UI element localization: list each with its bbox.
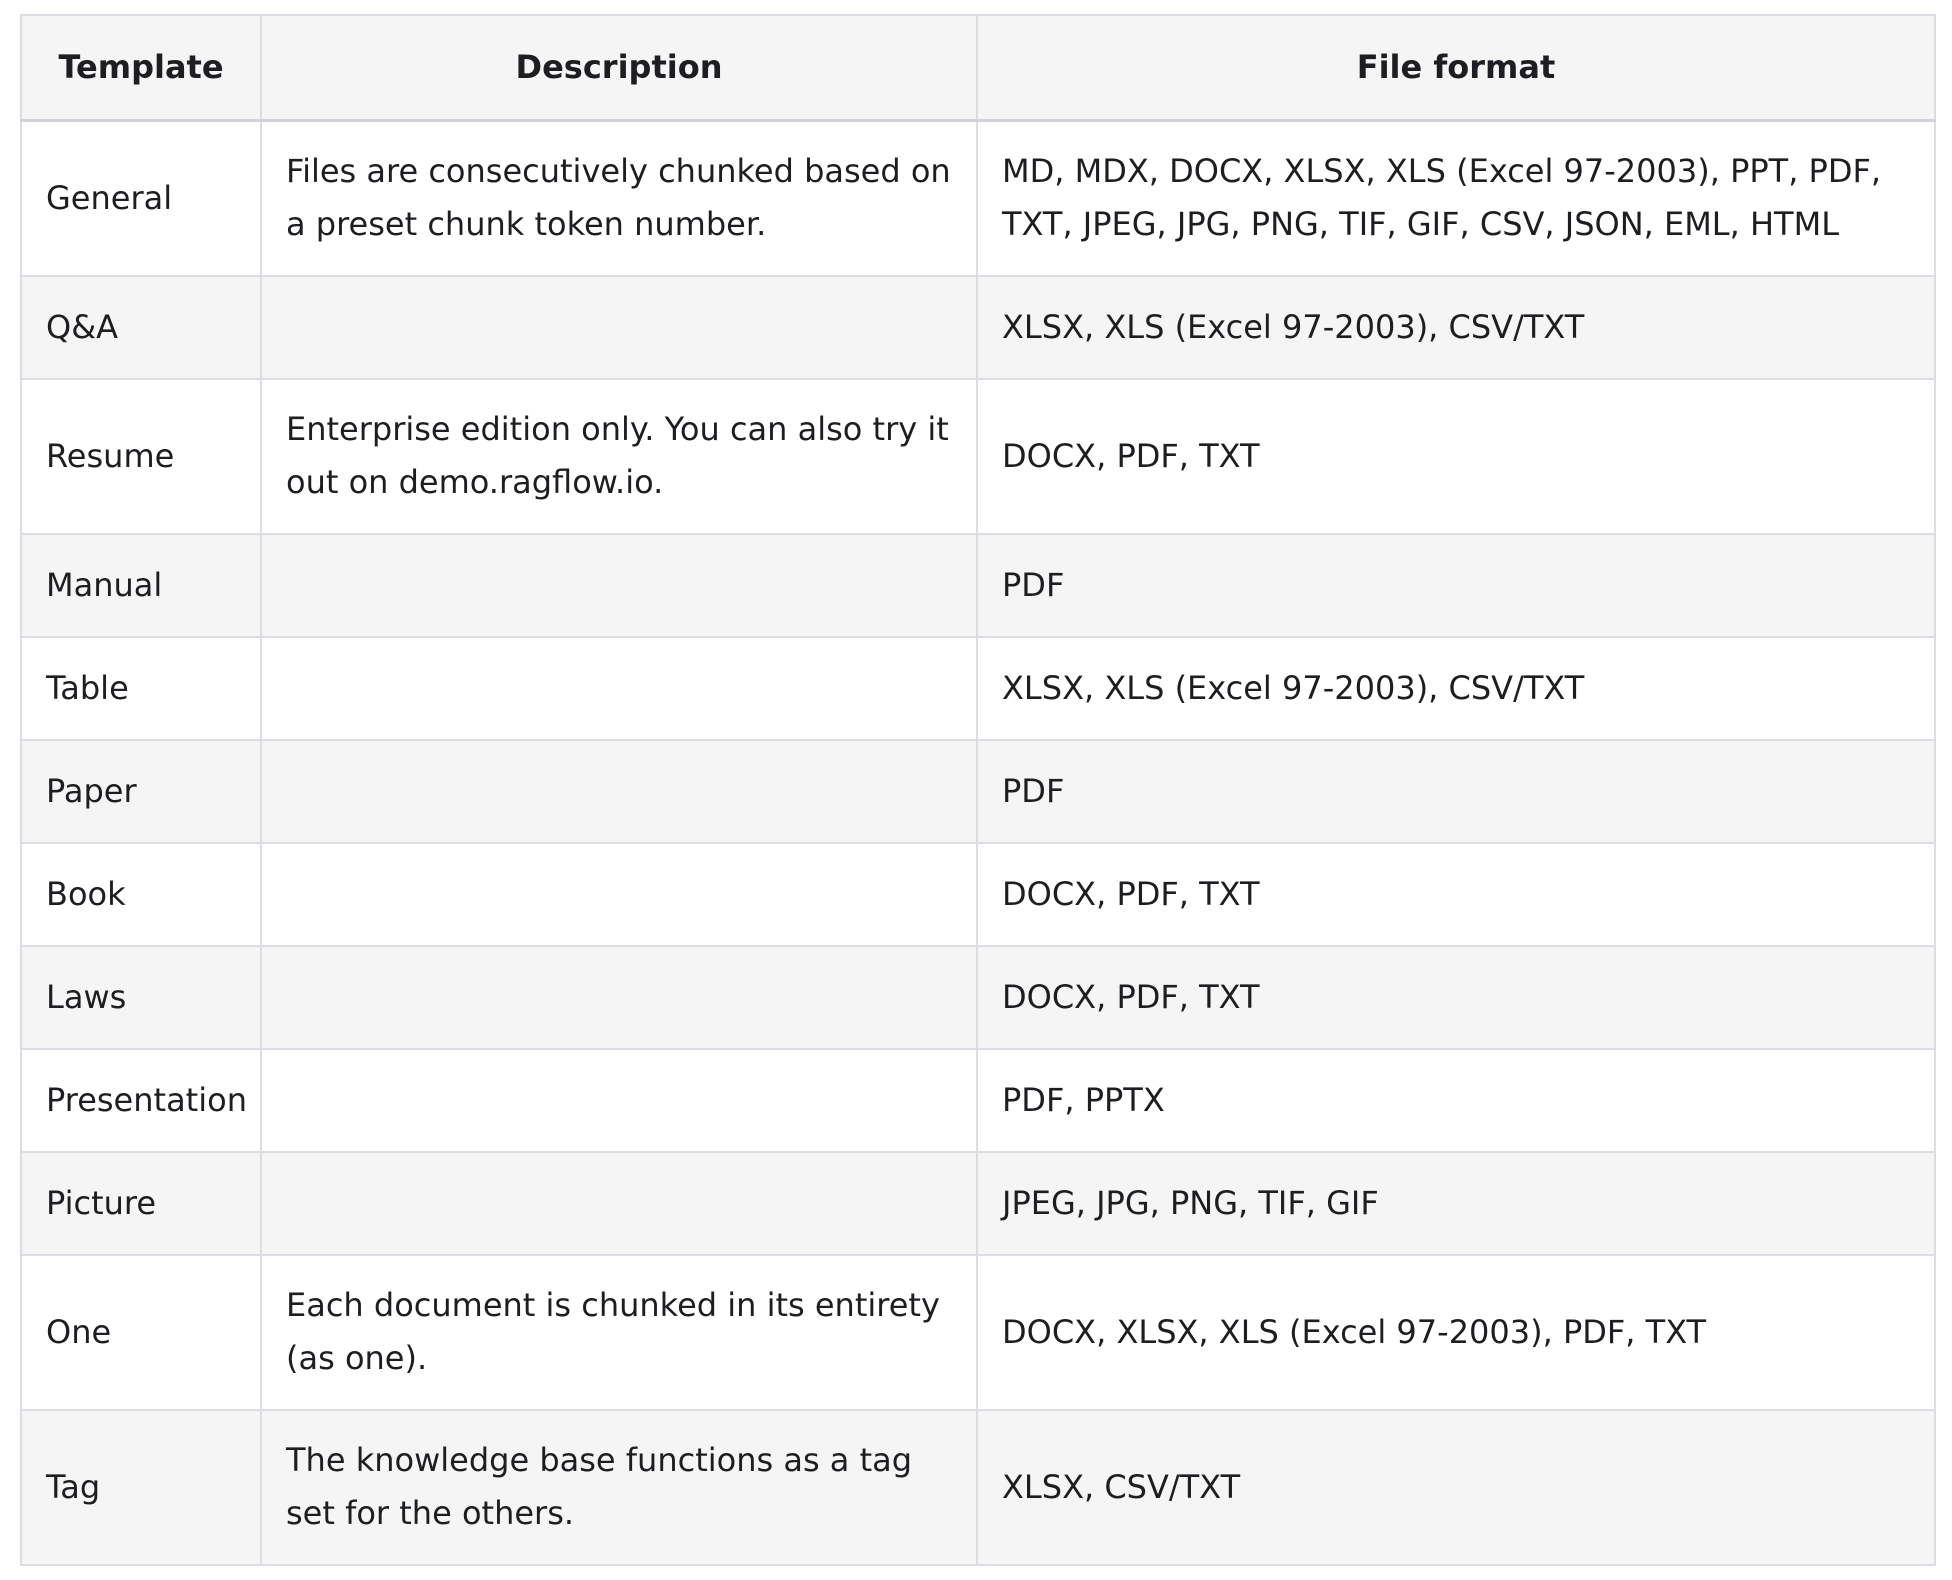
cell-file-format: PDF [977, 740, 1935, 843]
cell-file-format: XLSX, XLS (Excel 97-2003), CSV/TXT [977, 276, 1935, 379]
cell-file-format: DOCX, PDF, TXT [977, 843, 1935, 946]
cell-file-format: DOCX, PDF, TXT [977, 379, 1935, 534]
table-row [21, 121, 1935, 276]
cell-template: Picture [21, 1152, 261, 1255]
template-table [20, 14, 1936, 1566]
table-row [21, 637, 1935, 740]
table-row [21, 843, 1935, 946]
table-row [21, 276, 1935, 379]
table-row [21, 1410, 1935, 1565]
cell-description [261, 637, 977, 740]
table-row [21, 1255, 1935, 1410]
cell-description [261, 1049, 977, 1152]
table-row [21, 1049, 1935, 1152]
table-header-row [21, 15, 1935, 121]
table-row [21, 379, 1935, 534]
cell-description [261, 946, 977, 1049]
table-row [21, 740, 1935, 843]
table-row [21, 534, 1935, 637]
cell-file-format: MD, MDX, DOCX, XLSX, XLS (Excel 97-2003), PPT, PDF, TXT, JPEG, JPG, PNG, TIF, GIF, CSV, JSON, EML, HTML [977, 121, 1935, 276]
cell-file-format: DOCX, XLSX, XLS (Excel 97-2003), PDF, TXT [977, 1255, 1935, 1410]
cell-file-format: PDF, PPTX [977, 1049, 1935, 1152]
table-row [21, 946, 1935, 1049]
cell-description: Each document is chunked in its entirety (as one). [261, 1255, 977, 1410]
cell-template: Table [21, 637, 261, 740]
cell-description: Enterprise edition only. You can also try it out on demo.ragflow.io. [261, 379, 977, 534]
cell-description [261, 740, 977, 843]
cell-description [261, 276, 977, 379]
cell-template: Laws [21, 946, 261, 1049]
header-template: Template [21, 15, 261, 121]
cell-template: One [21, 1255, 261, 1410]
cell-file-format: XLSX, XLS (Excel 97-2003), CSV/TXT [977, 637, 1935, 740]
cell-description [261, 843, 977, 946]
template-table-container [20, 14, 1934, 1566]
cell-template: Presentation [21, 1049, 261, 1152]
cell-template: Book [21, 843, 261, 946]
cell-template: Q&A [21, 276, 261, 379]
cell-description: Files are consecutively chunked based on a preset chunk token number. [261, 121, 977, 276]
cell-description [261, 1152, 977, 1255]
header-description: Description [261, 15, 977, 121]
cell-template: Resume [21, 379, 261, 534]
cell-description: The knowledge base functions as a tag set for the others. [261, 1410, 977, 1565]
cell-template: General [21, 121, 261, 276]
header-file-format: File format [977, 15, 1935, 121]
table-row [21, 1152, 1935, 1255]
cell-file-format: JPEG, JPG, PNG, TIF, GIF [977, 1152, 1935, 1255]
cell-file-format: DOCX, PDF, TXT [977, 946, 1935, 1049]
cell-template: Manual [21, 534, 261, 637]
cell-file-format: XLSX, CSV/TXT [977, 1410, 1935, 1565]
cell-template: Paper [21, 740, 261, 843]
cell-template: Tag [21, 1410, 261, 1565]
cell-description [261, 534, 977, 637]
cell-file-format: PDF [977, 534, 1935, 637]
